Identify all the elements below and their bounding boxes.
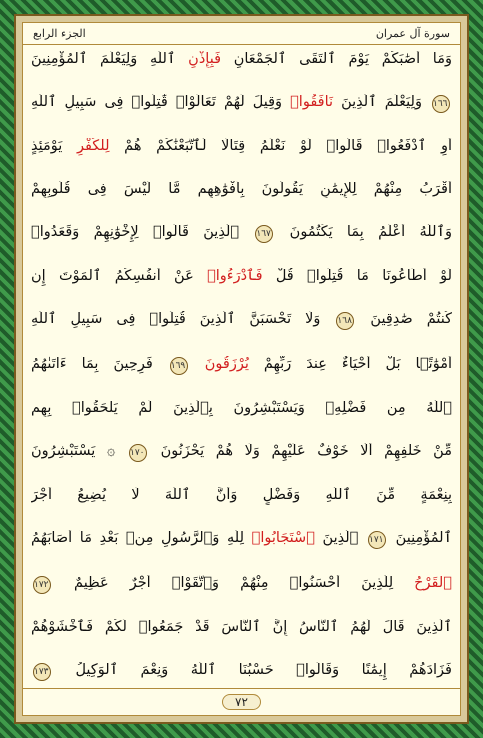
verse-text [190, 356, 205, 372]
verse-line [31, 311, 452, 330]
page-header [23, 23, 460, 45]
verse-text: أَقْرَبُ مِنْهُمْ لِلْإِيمَٰنِ يَقُولُونَ بِأَفْوَٰهِهِم مَّا لَيْسَ فِى قُلُوبِهِمْ [31, 181, 452, 198]
ayah-marker: ١٧٢ [33, 576, 51, 594]
ayah-marker: ١٧١ [368, 531, 386, 549]
highlighted-word: فَٱدْرَءُوا۟ [207, 268, 263, 285]
ayah-marker: ١٦٦ [432, 95, 450, 113]
highlighted-word: نَافَقُوا۟ [290, 93, 334, 110]
verse-line [31, 530, 452, 549]
highlighted-word: ٱسْتَجَابُوا۟ [251, 530, 315, 547]
verse-line [31, 400, 452, 417]
verse-text: ٱلْمُؤْمِنِينَ [388, 530, 452, 547]
verse-text: وَلِيَعْلَمَ ٱلَّذِينَ [333, 93, 431, 110]
verse-lines [31, 51, 452, 681]
verse-line [31, 487, 452, 504]
page-number: ٧٢ [222, 694, 261, 710]
highlighted-word: يُرْزَقُونَ [204, 355, 249, 372]
verse-text: فَرِحِينَ بِمَآ ءَاتَىٰهُمُ [31, 355, 168, 372]
ayah-marker: ١٦٨ [336, 312, 354, 330]
verse-text: ٱللَّهُ مِن فَضْلِهِۦ وَيَسْتَبْشِرُونَ بِٱلَّذِينَ لَمْ يَلْحَقُوا۟ بِهِم [31, 400, 452, 417]
verse-line [31, 94, 452, 113]
verse-line [31, 224, 452, 243]
page-footer [23, 688, 460, 715]
verse-text: وَٱللَّهُ أَعْلَمُ بِمَا يَكْتُمُونَ [275, 223, 452, 240]
verse-text: عَنْ أَنفُسِكُمُ ٱلْمَوْتَ إِن [31, 268, 208, 285]
verse-text: ۞ يَسْتَبْشِرُونَ [31, 442, 127, 459]
verse-line [31, 662, 452, 681]
verse-line [31, 356, 452, 375]
verse-text: وَمَا أَصَٰبَكُمْ يَوْمَ ٱلْتَقَى ٱلْجَمْعَانِ [221, 51, 452, 67]
verse-text: لِلَّهِ وَٱلرَّسُولِ مِنۢ بَعْدِ مَآ أَصَابَهُمُ [31, 530, 252, 547]
verse-text: ٱلَّذِينَ قَالُوا۟ لِإِخْوَٰنِهِمْ وَقَعَدُوا۟ [31, 223, 254, 240]
verse-text: أَوِ ٱدْفَعُوا۟ قَالُوا۟ لَوْ نَعْلَمُ قِتَالًا لَّٱتَّبَعْنَٰكُمْ هُمْ [109, 138, 452, 155]
verse-text: ٱلَّذِينَ قَالَ لَهُمُ ٱلنَّاسُ إِنَّ ٱلنَّاسَ قَدْ جَمَعُوا۟ لَكُمْ فَٱخْشَوْهُمْ [31, 619, 452, 636]
ayah-marker: ١٧٠ [129, 444, 147, 462]
ornamental-frame [14, 14, 469, 724]
verse-text: بِنِعْمَةٍ مِّنَ ٱللَّهِ وَفَضْلٍ وَأَنَّ ٱللَّهَ لَا يُضِيعُ أَجْرَ [31, 487, 452, 504]
surah-label: سورة آل عمران [375, 27, 450, 40]
verse-text: يَوْمَئِذٍ [31, 138, 77, 155]
verse-text: ٱللَّهِ وَلِيَعْلَمَ ٱلْمُؤْمِنِينَ [31, 51, 189, 67]
juz-label: الجزء الرابع [33, 27, 86, 40]
verse-text: وَلَا تَحْسَبَنَّ ٱلَّذِينَ قُتِلُوا۟ فِى سَبِيلِ ٱللَّهِ [31, 311, 335, 328]
verse-line [31, 51, 452, 68]
ayah-marker: ١٦٧ [255, 225, 273, 243]
verse-text: ٱلَّذِينَ [314, 530, 367, 547]
highlighted-word: لِلْكُفْرِ [76, 138, 110, 155]
text-panel [22, 22, 461, 716]
verse-text: وَقِيلَ لَهُمْ تَعَالَوْا۟ قَٰتِلُوا۟ فِى سَبِيلِ ٱللَّهِ [31, 93, 291, 110]
verse-line [31, 268, 452, 285]
verse-line [31, 619, 452, 636]
verse-text: كُنتُمْ صَٰدِقِينَ [356, 311, 452, 328]
verse-text: مِّنْ خَلْفِهِمْ أَلَّا خَوْفٌ عَلَيْهِمْ وَلَا هُمْ يَحْزَنُونَ [148, 442, 452, 459]
ayah-marker: ١٧٣ [33, 663, 51, 681]
highlighted-word: فَبِإِذْنِ [188, 51, 222, 67]
verse-line [31, 443, 452, 462]
verse-text: فَزَادَهُمْ إِيمَٰنًا وَقَالُوا۟ حَسْبُنَا ٱللَّهُ وَنِعْمَ ٱلْوَكِيلُ [53, 661, 452, 678]
verse-text: أَمْوَٰتًۢا بَلْ أَحْيَآءٌ عِندَ رَبِّهِمْ [248, 355, 452, 372]
highlighted-word: ٱلْقَرْحُ [414, 574, 452, 591]
verse-line [31, 575, 452, 594]
verse-text: لَوْ أَطَاعُونَا مَا قُتِلُوا۟ قُلْ [262, 268, 452, 285]
verse-text: لِلَّذِينَ أَحْسَنُوا۟ مِنْهُمْ وَٱتَّقَوْا۟ أَجْرٌ عَظِيمٌ [53, 574, 415, 591]
verse-line [31, 181, 452, 198]
verse-line [31, 138, 452, 155]
ayah-marker: ١٦٩ [170, 357, 188, 375]
